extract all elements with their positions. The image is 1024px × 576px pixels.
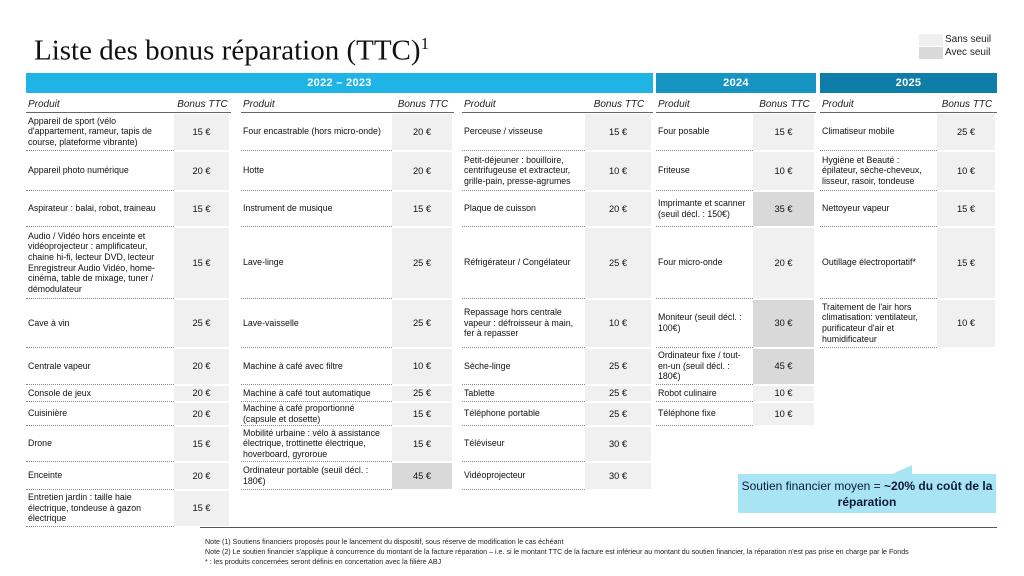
product-name: Instrument de musique <box>241 191 392 227</box>
bonus-value: 15 € <box>937 192 995 226</box>
bonus-value: 20 € <box>585 192 651 226</box>
bonus-value: 10 € <box>937 152 995 190</box>
product-name: Four encastrable (hors micro-onde) <box>241 113 392 151</box>
product-name: Tablette <box>462 385 585 402</box>
bonus-value: 10 € <box>753 403 814 425</box>
column-header-produit: Produit <box>822 99 854 110</box>
bonus-value: 25 € <box>392 386 452 401</box>
product-name: Repassage hors centrale vapeur : défroisseur à main, fer à repasser <box>462 299 585 348</box>
footnote-2: Note (2) Le soutien financier s'applique à concurrence du montant de la facture réparation – i.e. si le montant TTC de la facture est inférieur au montant du soutien financier, la réparation n'est pas prise en charge par le Fonds <box>205 548 909 556</box>
column-header-bonus: Bonus TTC <box>397 99 449 110</box>
product-name: Aspirateur : balai, robot, traineau <box>26 191 174 227</box>
period-label: 2025 <box>820 73 997 93</box>
product-name: Vidéoprojecteur <box>462 462 585 490</box>
product-name: Outillage électroportatif* <box>820 227 937 299</box>
legend-swatch-avec-seuil <box>919 47 943 59</box>
column-header-produit: Produit <box>28 99 60 110</box>
bonus-value: 25 € <box>174 300 229 347</box>
period-label: 2022 – 2023 <box>26 73 653 93</box>
product-name: Traitement de l'air hors climatisation: ventilateur, purificateur d'air et humidificateur <box>820 299 937 348</box>
product-name: Enceinte <box>26 462 174 490</box>
product-name: Friteuse <box>656 151 753 191</box>
legend <box>919 33 991 59</box>
bonus-value-with-threshold: 35 € <box>753 192 814 226</box>
product-name: Mobilité urbaine : vélo à assistance électrique, trottinette électrique, hoverboard, gyroroue <box>241 426 392 462</box>
bonus-value: 25 € <box>937 114 995 150</box>
product-name: Machine à café tout automatique <box>241 385 392 402</box>
product-name: Climatiseur mobile <box>820 113 937 151</box>
bonus-value-with-threshold: 30 € <box>753 300 814 347</box>
bonus-value: 25 € <box>585 349 651 384</box>
period-label: 2024 <box>656 73 816 93</box>
product-name: Téléphone fixe <box>656 402 753 426</box>
bonus-value: 20 € <box>174 386 229 401</box>
bonus-value: 10 € <box>937 300 995 347</box>
footnote-1: Note (1) Soutiens financiers proposés pour le lancement du dispositif, sous réserve de modification le cas échéant <box>205 538 564 546</box>
bonus-value: 10 € <box>753 386 814 401</box>
bonus-value: 15 € <box>753 114 814 150</box>
product-name: Cuisinière <box>26 402 174 426</box>
bonus-value: 20 € <box>392 152 452 190</box>
bonus-value: 20 € <box>174 463 229 489</box>
callout-highlight: ~20% du coût de la réparation <box>837 478 993 509</box>
product-name: Machine à café avec filtre <box>241 348 392 385</box>
bonus-value: 25 € <box>585 228 651 298</box>
product-name: Imprimante et scanner (seuil décl. : 150€) <box>656 191 753 227</box>
footer-divider <box>200 527 997 528</box>
product-name: Audio / Vidéo hors enceinte et vidéoprojecteur : amplificateur, chaine hi-fi, lecteur DVD, lecteur Enregistreur Audio Vidéo, home-cinéma, table de mixage, tuner / démodulateur <box>26 227 174 299</box>
product-name: Téléviseur <box>462 426 585 462</box>
legend-label-sans-seuil: Sans seuil <box>945 34 992 45</box>
bonus-value: 15 € <box>392 192 452 226</box>
product-name: Four posable <box>656 113 753 151</box>
legend-swatch-sans-seuil <box>919 34 943 46</box>
product-name: Téléphone portable <box>462 402 585 426</box>
bonus-value: 20 € <box>174 152 229 190</box>
product-name: Ordinateur fixe / tout-en-un (seuil décl. : 180€) <box>656 348 753 385</box>
bonus-value: 25 € <box>585 403 651 425</box>
bonus-value: 10 € <box>753 152 814 190</box>
bonus-value: 25 € <box>392 228 452 298</box>
bonus-value: 30 € <box>585 427 651 461</box>
period-header-2025 <box>820 73 997 93</box>
product-name: Moniteur (seuil décl. : 100€) <box>656 299 753 348</box>
period-header-2024 <box>656 73 816 93</box>
column-header-bonus: Bonus TTC <box>759 99 810 110</box>
product-name: Entretien jardin : taille haie électrique, tondeuse à gazon électrique <box>26 490 174 527</box>
product-name: Plaque de cuisson <box>462 191 585 227</box>
product-name: Centrale vapeur <box>26 348 174 385</box>
product-name: Nettoyeur vapeur <box>820 191 937 227</box>
legend-label-avec-seuil: Avec seuil <box>945 47 991 58</box>
column-header-bonus: Bonus TTC <box>941 99 993 110</box>
bonus-value: 15 € <box>392 427 452 461</box>
product-name: Machine à café proportionné (capsule et dosette) <box>241 402 392 426</box>
period-header-2022-2023 <box>26 73 653 93</box>
bonus-value: 25 € <box>585 386 651 401</box>
bonus-value: 15 € <box>174 427 229 461</box>
bonus-value: 15 € <box>174 114 229 150</box>
column-header-produit: Produit <box>243 99 275 110</box>
bonus-value: 20 € <box>174 403 229 425</box>
callout-text: Soutien financier moyen = <box>741 478 885 493</box>
product-name: Petit-déjeuner : bouilloire, centrifugeuse et extracteur, grille-pain, presse-agrumes <box>462 151 585 191</box>
product-name: Réfrigérateur / Congélateur <box>462 227 585 299</box>
column-header-bonus: Bonus TTC <box>177 99 228 110</box>
product-name: Console de jeux <box>26 385 174 402</box>
footnote-asterisk: * : les produits concernées seront définis en concertation avec la filière ABJ <box>205 558 442 566</box>
product-name: Robot culinaire <box>656 385 753 402</box>
bonus-value-with-threshold: 45 € <box>753 349 814 384</box>
bonus-value-with-threshold: 45 € <box>392 463 452 489</box>
bonus-value: 20 € <box>392 114 452 150</box>
bonus-value: 20 € <box>753 228 814 298</box>
bonus-value: 15 € <box>392 403 452 425</box>
product-name: Sèche-linge <box>462 348 585 385</box>
product-name: Perceuse / visseuse <box>462 113 585 151</box>
footnotes <box>205 537 909 567</box>
product-name: Hygiène et Beauté : épilateur, sèche-cheveux, lisseur, rasoir, tondeuse <box>820 151 937 191</box>
product-name: Cave à vin <box>26 299 174 348</box>
average-support-callout <box>738 474 996 513</box>
bonus-value: 10 € <box>585 152 651 190</box>
column-header-bonus: Bonus TTC <box>593 99 645 110</box>
column-header-produit: Produit <box>658 99 690 110</box>
callout-pointer <box>890 465 912 475</box>
product-name: Hotte <box>241 151 392 191</box>
bonus-value: 25 € <box>392 300 452 347</box>
column-header-produit: Produit <box>464 99 496 110</box>
product-name: Four micro-onde <box>656 227 753 299</box>
bonus-value: 15 € <box>937 228 995 298</box>
bonus-value: 10 € <box>585 300 651 347</box>
product-name: Drone <box>26 426 174 462</box>
bonus-value: 20 € <box>174 349 229 384</box>
page-title: Liste des bonus réparation (TTC)$^1$ <box>34 34 430 67</box>
product-name: Lave-linge <box>241 227 392 299</box>
bonus-value: 15 € <box>174 192 229 226</box>
product-name: Appareil photo numérique <box>26 151 174 191</box>
product-name: Ordinateur portable (seuil décl. : 180€) <box>241 462 392 490</box>
bonus-value: 10 € <box>392 349 452 384</box>
product-name: Lave-vaisselle <box>241 299 392 348</box>
bonus-value: 15 € <box>585 114 651 150</box>
bonus-value: 15 € <box>174 491 229 526</box>
bonus-value: 15 € <box>174 228 229 298</box>
bonus-value: 30 € <box>585 463 651 489</box>
product-name: Appareil de sport (vélo d'appartement, rameur, tapis de course, plateforme vibrante) <box>26 113 174 151</box>
